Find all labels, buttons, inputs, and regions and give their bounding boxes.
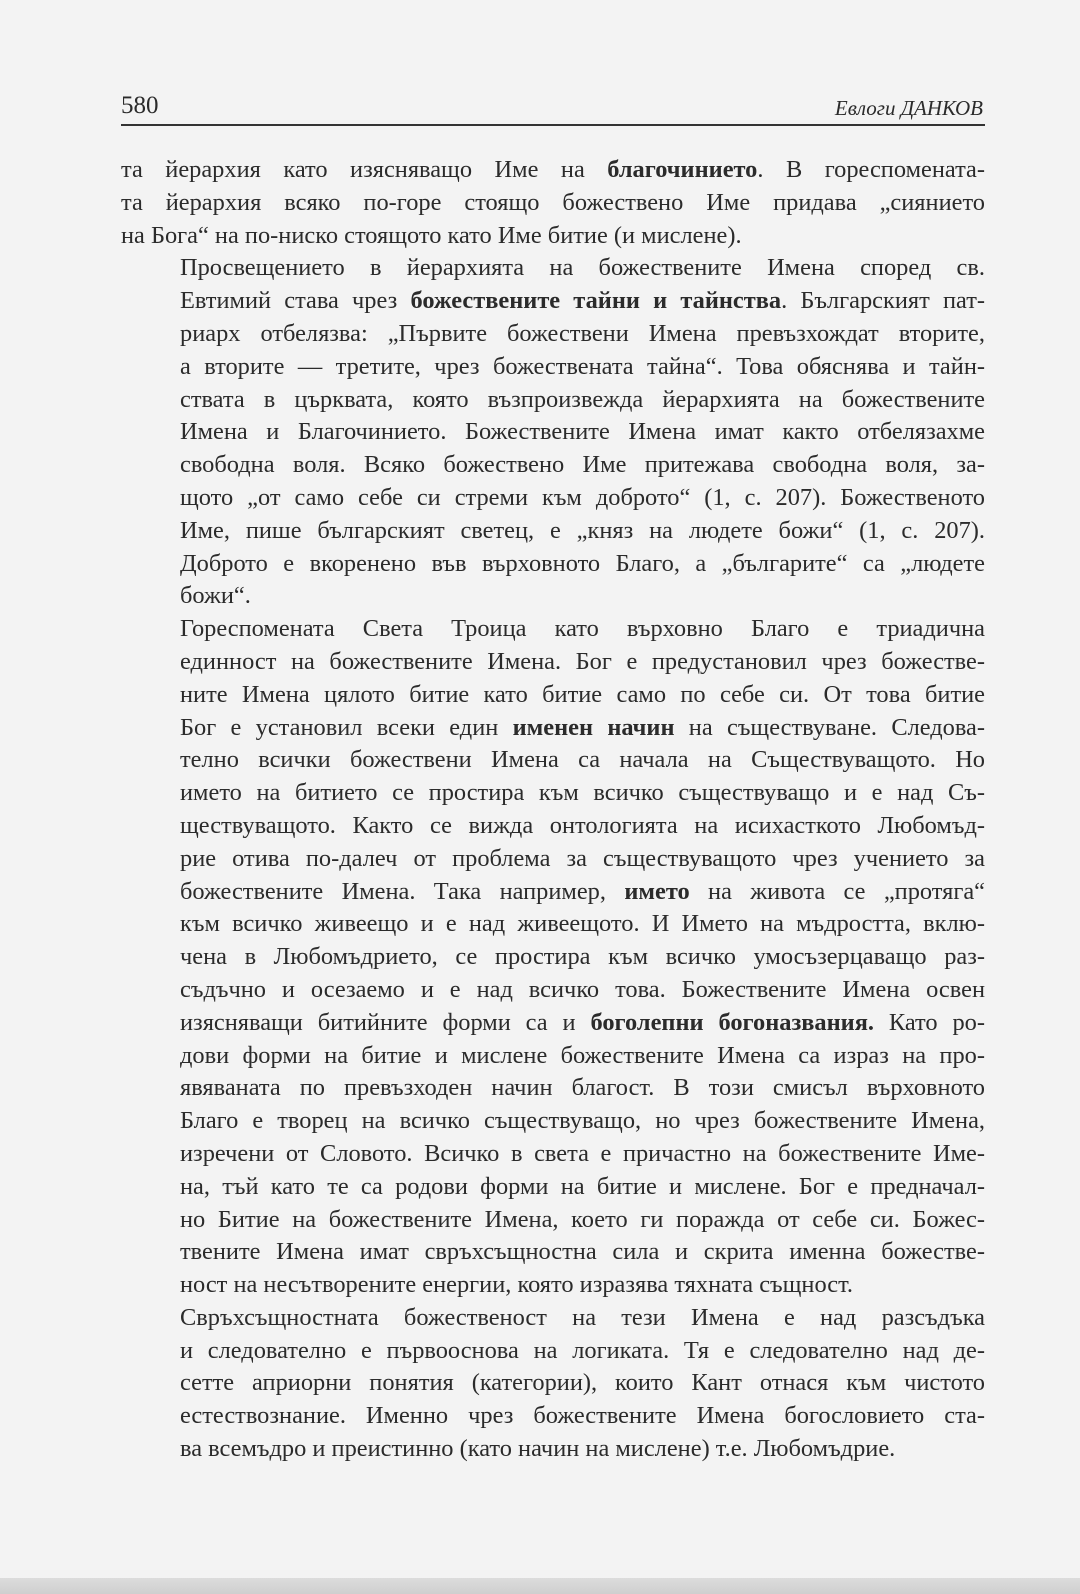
text-line — [121, 1269, 985, 1302]
paragraph — [121, 154, 985, 252]
text-line — [121, 908, 985, 941]
text-line — [121, 1204, 985, 1237]
text-segment: ва всемъдро и преистинно (като начин на мислене) т.е. Любомъдрие. — [180, 1435, 896, 1463]
text-line — [121, 1302, 985, 1335]
text-segment: изясняващи битийните форми са и — [180, 1008, 591, 1036]
text-segment: щото „от само себе си стреми към доброто“ (1, с. 207). Божественото — [180, 483, 985, 511]
text-line — [121, 482, 985, 515]
text-line — [121, 1400, 985, 1433]
text-line — [121, 974, 985, 1007]
text-line — [121, 1138, 985, 1171]
text-line — [121, 416, 985, 449]
text-segment: явяваната по превъзходен начин благост. В този смисъл върховното — [180, 1074, 985, 1102]
text-line — [121, 744, 985, 777]
text-segment: към всичко живеещо и е над живеещото. И Името на мъдростта, вклю- — [180, 910, 985, 938]
text-line — [121, 285, 985, 318]
text-line — [121, 646, 985, 679]
text-segment: та йерархия като изясняващо Име на — [121, 156, 608, 183]
text-line — [121, 580, 985, 613]
text-line — [121, 384, 985, 417]
text-segment: рие отива по-далеч от проблема за съществуващото чрез учението за — [180, 844, 985, 872]
scan-bottom-edge — [0, 1578, 1080, 1594]
text-segment: ствата в църквата, която възпроизвежда йерархията на божествените — [180, 385, 985, 413]
text-segment: името на битието се простира към всичко съществуващо и е над Съ- — [180, 779, 985, 807]
text-line — [121, 318, 985, 351]
emphasis-text: божествените тайни и тайнства — [410, 287, 782, 315]
text-line — [121, 843, 985, 876]
text-segment: Свръхсъщностната божественост на тези Имена е над разсъдъка — [180, 1303, 985, 1331]
text-segment: телно всички божествени Имена са начала на Съществуващото. Но — [180, 746, 985, 774]
running-head-author: Евлоги ДАНКОВ — [834, 96, 983, 120]
text-segment: а вторите — третите, чрез божествената тайна“. Това обяснява и тайн- — [180, 352, 985, 380]
text-segment: естествознание. Именно чрез божествените Имена богословието ста- — [180, 1402, 985, 1430]
text-segment: дови форми на битие и мислене божествените Имена са израз на про- — [180, 1041, 985, 1069]
text-segment: та йерархия всяко по-горе стоящо божествено Име придава „сиянието — [121, 188, 985, 216]
text-line — [121, 941, 985, 974]
text-segment: и следователно е първооснова на логиката. Тя е следователно над де- — [180, 1336, 985, 1364]
text-segment: единност на божествените Имена. Бог е предустановил чрез божестве- — [180, 647, 985, 675]
text-segment: Доброто е вкоренено във върховното Благо, а „българите“ са „людете — [180, 549, 985, 577]
emphasis-text: именен начин — [512, 713, 675, 741]
text-line — [121, 449, 985, 482]
paragraph — [121, 252, 985, 613]
text-line — [121, 1367, 985, 1400]
text-segment: на, тъй като те са родови форми на битие и мислене. Бог е предначал- — [180, 1172, 985, 1200]
text-segment: Евтимий става чрез — [180, 287, 411, 315]
text-line — [121, 1335, 985, 1368]
text-segment: божествените Имена. Така например, — [180, 877, 625, 905]
text-segment: твените Имена имат свръхсъщностна сила и скрита именна божестве- — [180, 1238, 985, 1266]
paragraph — [121, 1302, 985, 1466]
text-segment: съдъчно и осезаемо и е над всичко това. Божествените Имена освен — [180, 975, 985, 1003]
text-line — [121, 1236, 985, 1269]
text-line — [121, 515, 985, 548]
text-line — [121, 1433, 985, 1466]
emphasis-text: боголепни богоназвания. — [590, 1008, 875, 1036]
text-segment: Гореспомената Света Троица като върховно Благо е триадична — [180, 615, 985, 643]
text-segment: божи“. — [180, 582, 251, 610]
text-line — [121, 712, 985, 745]
text-line — [121, 351, 985, 384]
text-line — [121, 220, 985, 253]
body-text — [121, 154, 985, 1466]
text-segment: . Българският пат- — [781, 287, 985, 315]
paragraph — [121, 613, 985, 1302]
text-line — [121, 252, 985, 285]
text-line — [121, 777, 985, 810]
text-segment: Бог е установил всеки един — [180, 713, 513, 741]
text-segment: на съществуване. Следова- — [674, 713, 986, 741]
text-segment: Имена и Благочинието. Божествените Имена имат както отбелязахме — [180, 418, 985, 446]
text-line — [121, 613, 985, 646]
running-header — [121, 88, 985, 126]
text-segment: но Битие на божествените Имена, което ги поражда от себе си. Божес- — [180, 1205, 985, 1233]
text-line — [121, 1072, 985, 1105]
text-segment: Като ро- — [874, 1008, 985, 1036]
text-line — [121, 548, 985, 581]
text-segment: на живота се „протяга“ — [689, 877, 985, 905]
text-line — [121, 810, 985, 843]
page-number: 580 — [121, 92, 159, 119]
text-segment: на Бога“ на по-ниско стоящото като Име битие (и мислене). — [121, 221, 742, 249]
text-line — [121, 1171, 985, 1204]
text-segment: риарх отбелязва: „Първите божествени Имена превъзхождат вторите, — [180, 319, 985, 347]
text-line — [121, 154, 985, 187]
text-segment: ществуващото. Както се вижда онтологията на исихасткото Любомъд- — [180, 811, 985, 839]
text-line — [121, 1105, 985, 1138]
text-line — [121, 1007, 985, 1040]
text-segment: изречени от Словото. Всичко в света е причастно на божествените Име- — [180, 1139, 985, 1167]
text-line — [121, 187, 985, 220]
text-segment: ните Имена цялото битие като битие само по себе си. От това битие — [180, 680, 985, 708]
text-line — [121, 679, 985, 712]
emphasis-text: името — [624, 877, 690, 905]
text-line — [121, 876, 985, 909]
text-segment: . В гореспомената- — [757, 156, 985, 183]
emphasis-text: благочинието — [607, 156, 758, 183]
text-segment: чена в Любомъдрието, се простира към всичко умосъзерцаващо раз- — [180, 943, 985, 971]
text-segment: Просвещението в йерархията на божествените Имена според св. — [180, 254, 985, 282]
text-segment: Име, пише българският светец, е „княз на людете божи“ (1, с. 207). — [180, 516, 985, 544]
text-segment: сетте априорни понятия (категории), които Кант отнася към чистото — [180, 1369, 985, 1397]
text-segment: ност на несътворените енергии, която изразява тяхната същност. — [180, 1271, 854, 1299]
text-segment: Благо е творец на всичко съществуващо, но чрез божествените Имена, — [180, 1107, 985, 1135]
text-line — [121, 1040, 985, 1073]
text-segment: свободна воля. Всяко божествено Име притежава свободна воля, за- — [180, 451, 985, 479]
